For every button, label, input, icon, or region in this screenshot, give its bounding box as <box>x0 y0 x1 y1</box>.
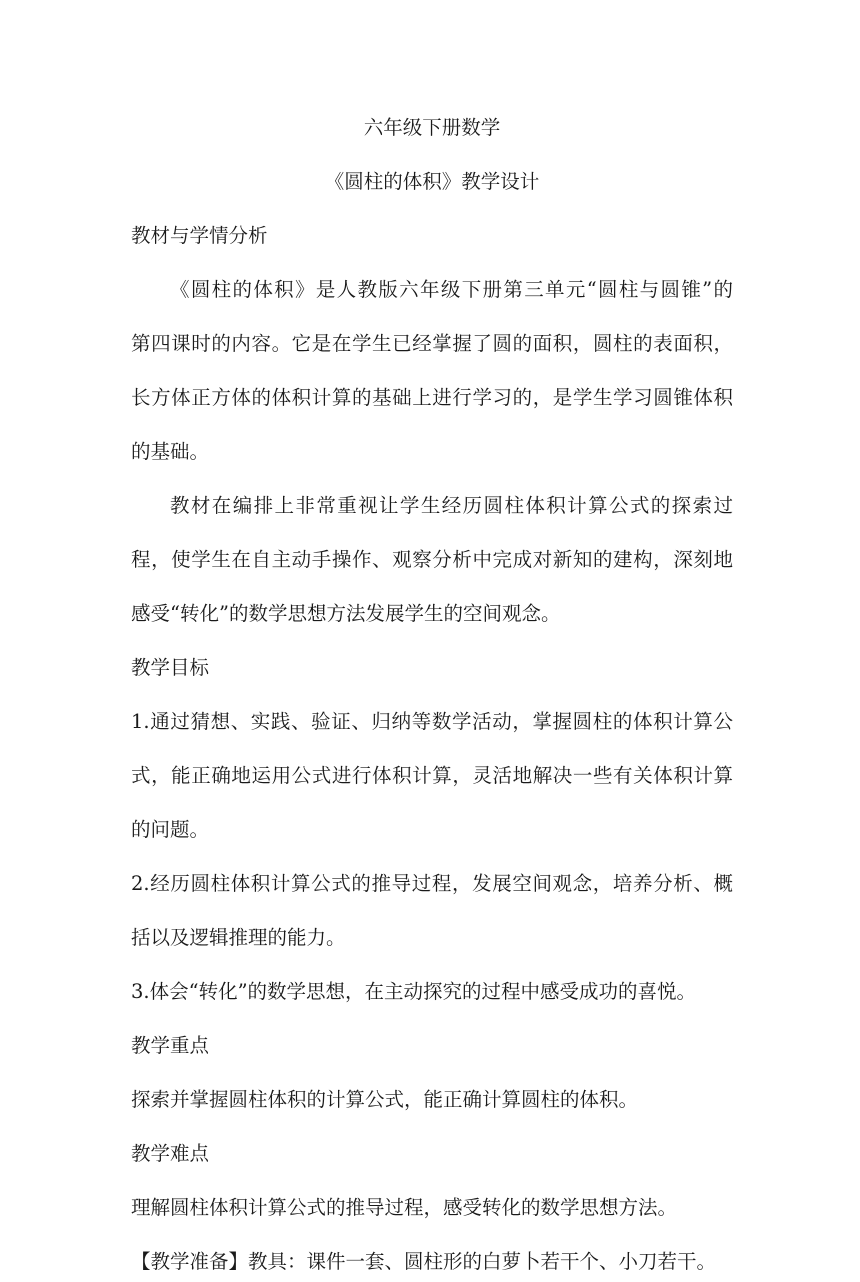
document-title: 六年级下册数学 <box>363 116 501 139</box>
objective-1 <box>131 702 733 850</box>
objective-3 <box>131 972 733 1012</box>
paragraph-line: 教材在编排上非常重视让学生经历圆柱体积计算公式的探索过 <box>170 494 733 517</box>
paragraph-line: 第四课时的内容。它是在学生已经掌握了圆的面积，圆柱的表面积， <box>131 332 733 355</box>
paragraph-line: 长方体正方体的体积计算的基础上进行学习的，是学生学习圆锥体积 <box>131 386 733 409</box>
section-heading-objectives: 教学目标 <box>131 656 210 679</box>
paragraph-line: 的基础。 <box>131 440 210 463</box>
difficulty-text: 理解圆柱体积计算公式的推导过程，感受转化的数学思想方法。 <box>131 1196 678 1219</box>
paragraph-line: 《圆柱的体积》是人教版六年级下册第三单元“圆柱与圆锥”的 <box>170 278 733 301</box>
paragraph-line: 括以及逻辑推理的能力。 <box>131 926 346 949</box>
paragraph-line: 的问题。 <box>131 818 210 841</box>
objective-2 <box>131 864 733 958</box>
section-heading-difficulty: 教学难点 <box>131 1142 210 1165</box>
key-point-text: 探索并掌握圆柱体积的计算公式，能正确计算圆柱的体积。 <box>131 1088 639 1111</box>
paragraph-analysis-1 <box>131 270 733 472</box>
paragraph-line: 程，使学生在自主动手操作、观察分析中完成对新知的建构，深刻地 <box>131 548 733 571</box>
paragraph-analysis-2 <box>131 486 733 634</box>
paragraph-line: 3.体会“转化”的数学思想，在主动探究的过程中感受成功的喜悦。 <box>131 980 697 1003</box>
preparation-text: 【教学准备】教具：课件一套、圆柱形的白萝卜若干个、小刀若干。 <box>131 1250 717 1273</box>
paragraph-line: 2.经历圆柱体积计算公式的推导过程，发展空间观念，培养分析、概 <box>131 872 733 895</box>
document-subtitle: 《圆柱的体积》教学设计 <box>324 170 540 193</box>
paragraph-line: 式，能正确地运用公式进行体积计算，灵活地解决一些有关体积计算 <box>131 764 733 787</box>
section-heading-analysis: 教材与学情分析 <box>131 224 268 247</box>
paragraph-line: 感受“转化”的数学思想方法发展学生的空间观念。 <box>131 602 561 625</box>
section-heading-key-point: 教学重点 <box>131 1034 210 1057</box>
paragraph-line: 1.通过猜想、实践、验证、归纳等数学活动，掌握圆柱的体积计算公 <box>131 710 733 733</box>
document-page <box>131 108 733 1282</box>
